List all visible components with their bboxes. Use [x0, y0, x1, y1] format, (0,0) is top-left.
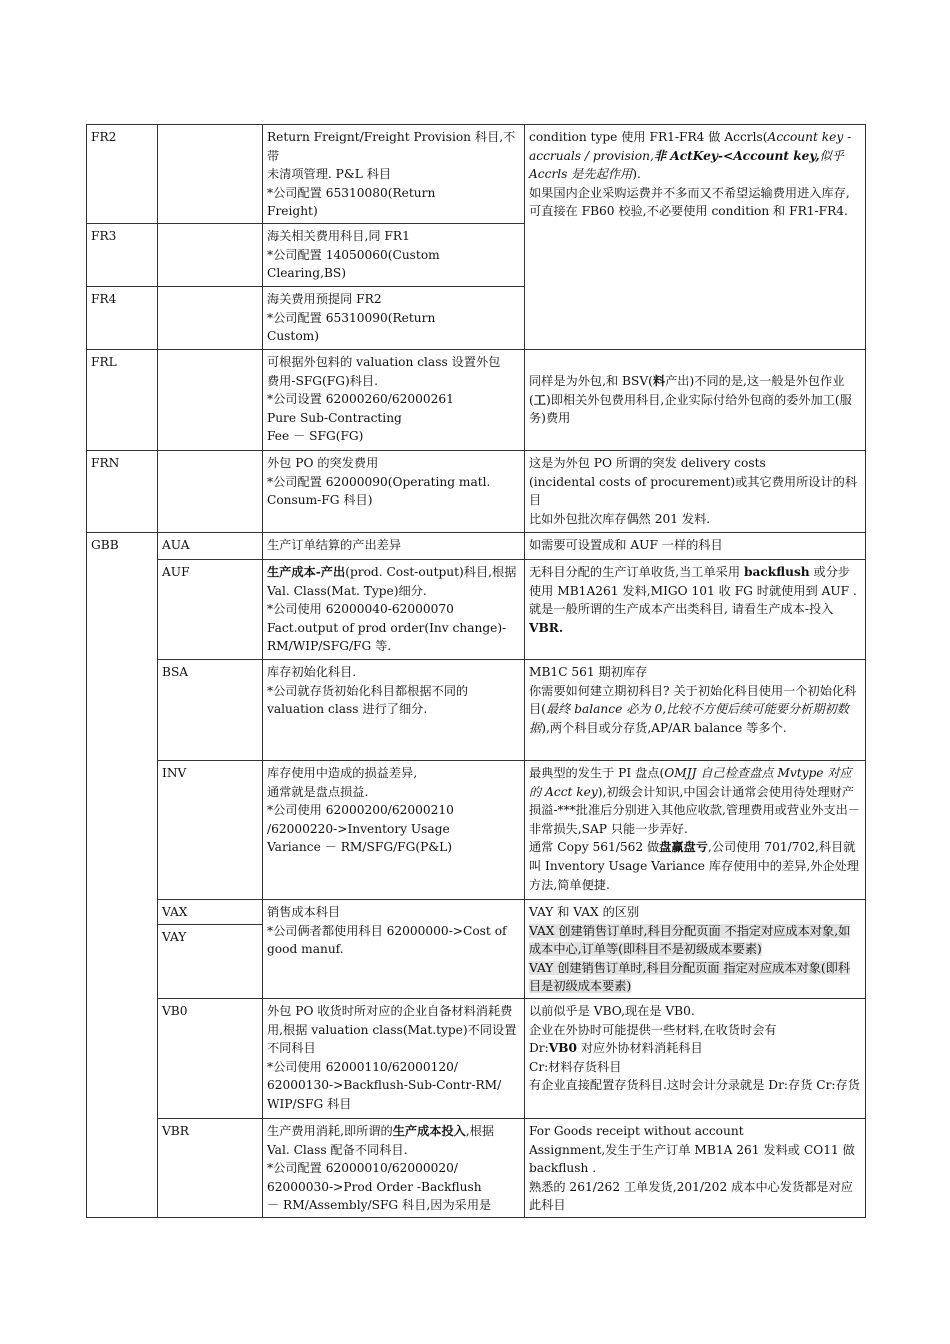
desc-line: RM/WIP/SFG/FG 等.: [267, 639, 392, 654]
table-row-frn: [87, 450, 866, 532]
fr-group-note-cell: [525, 125, 866, 350]
subkey-cell: VB0: [158, 998, 263, 1118]
desc-line: *公司就存货初始化科目都根据不同的: [267, 683, 469, 698]
note-line: 通常 Copy 561/562 做盘赢盘亏,公司使用 701/702,科目就叫 Inventory Usage Variance 库存使用中的差异,外企处理方法,简单便捷.: [529, 840, 859, 892]
note-line: 最典型的发生于 PI 盘点(OMJJ 自己检查盘点 Mvtype 对应的 Acct key),初级会计知识,中国会计通常会使用待处理财产损溢-***批准后分别进入其他应收款,管理费用或营业外支出－非常损失,SAP 只能一步弄好.: [529, 765, 860, 836]
note-line: MB1C 561 期初库存: [529, 664, 648, 679]
desc-cell: [263, 349, 525, 450]
desc-line: 外包 PO 收货时所对应的企业自备材料消耗费用,根据 valuation class(Mat.type)不同设置不同科目: [267, 1003, 517, 1056]
desc-line: 通常就是盘点损益.: [267, 784, 369, 799]
desc-line: Return Freignt/Freight Provision 科目,不带: [267, 130, 516, 163]
note-line: 你需要如何建立期初科目? 关于初始化科目使用一个初始化科目(最终 balance 必为 0,比较不方便后续可能要分析期初数据),两个科目或分存货,AP/AR balance 等多个.: [529, 683, 857, 735]
subkey-cell: [158, 450, 263, 532]
subkey-cell: VAX: [158, 899, 263, 924]
desc-line: *公司俩者都使用科目 62000000->Cost of: [267, 923, 507, 938]
highlighted-text: VAY 创建销售订单时,科目分配页面 指定对应成本对象(即科目是初级成本要素): [529, 960, 851, 994]
desc-cell: [263, 998, 525, 1118]
desc-cell: [263, 1118, 525, 1217]
desc-line: /62000220->Inventory Usage: [267, 821, 450, 836]
desc-line: 销售成本科目: [267, 904, 341, 919]
note-line: 熟悉的 261/262 工单发货,201/202 成本中心发货都是对应此科目: [529, 1179, 853, 1213]
desc-line: 可根据外包料的 valuation class 设置外包: [267, 354, 501, 369]
note-cell: [525, 760, 866, 899]
subkey-cell: AUF: [158, 559, 263, 659]
desc-line: － RM/Assembly/SFG 科目,因为采用是: [267, 1198, 492, 1213]
subkey-cell: [158, 125, 263, 224]
desc-cell: [263, 125, 525, 224]
note-cell: [525, 899, 866, 998]
group-key-cell: GBB: [87, 532, 158, 1217]
table-row-aua: [87, 532, 866, 559]
note-line: For Goods receipt without account: [529, 1123, 744, 1138]
subkey-cell: VAY: [158, 924, 263, 998]
note-line: Assignment,发生于生产订单 MB1A 261 发料或 CO11 做 backflush .: [529, 1142, 855, 1176]
desc-line: Fact.output of prod order(Inv change)-: [267, 620, 507, 635]
note-line: 比如外包批次库存偶然 201 发料.: [529, 511, 711, 526]
desc-line: *公司设置 62000260/62000261: [267, 392, 454, 407]
desc-cell: [263, 659, 525, 760]
table-row-inv: [87, 760, 866, 899]
note-cell: [525, 998, 866, 1118]
note-line: Cr:材料存货科目: [529, 1059, 622, 1074]
desc-line: 生产成本-产出(prod. Cost-output)科目,根据 Val. Class(Mat. Type)细分.: [267, 564, 517, 598]
note-cell: 如需要可设置成和 AUF 一样的科目: [525, 532, 866, 559]
desc-line: *公司配置 65310080(Return: [267, 185, 436, 200]
desc-line: Consum-FG 科目): [267, 493, 373, 508]
note-cell: [525, 450, 866, 532]
table-row-fr2: [87, 125, 866, 224]
key-cell: FR4: [87, 286, 158, 349]
desc-line: 库存初始化科目.: [267, 664, 357, 679]
note-line: 有企业直接配置存货科目.这时会计分录就是 Dr:存货 Cr:存货: [529, 1078, 860, 1093]
subkey-cell: AUA: [158, 532, 263, 559]
desc-line: *公司使用 62000110/62000120/: [267, 1059, 458, 1074]
desc-cell: [263, 760, 525, 899]
desc-cell: [263, 450, 525, 532]
desc-line: Clearing,BS): [267, 266, 347, 281]
desc-cell: [263, 899, 525, 998]
desc-line: 费用-SFG(FG)科目.: [267, 373, 378, 388]
key-cell: FR2: [87, 125, 158, 224]
subkey-cell: VBR: [158, 1118, 263, 1217]
table-row-vbr: [87, 1118, 866, 1217]
subkey-cell: [158, 286, 263, 349]
note-line: (incidental costs of procurement)或其它费用所设计的科目: [529, 474, 858, 508]
subkey-cell: [158, 349, 263, 450]
desc-line: 生产费用消耗,即所谓的生产成本投入,根据 Val. Class 配备不同科目.: [267, 1123, 495, 1157]
desc-line: *公司配置 14050060(Custom: [267, 247, 440, 262]
key-cell: FRN: [87, 450, 158, 532]
subkey-cell: BSA: [158, 659, 263, 760]
subkey-cell: INV: [158, 760, 263, 899]
note-cell: [525, 659, 866, 760]
fr-note-text-2: 如果国内企业采购运费并不多而又不希望运输费用进入库存,可直接在 FB60 校验,不必要使用 condition 和 FR1-FR4.: [529, 185, 850, 219]
note-cell: 同样是为外包,和 BSV(料产出)不同的是,这一般是外包作业(工)即相关外包费用科目,企业实际付给外包商的委外加工(服务)费用: [525, 349, 866, 450]
highlighted-text: VAX 创建销售订单时,科目分配页面 不指定对应成本对象,如成本中心,订单等(即科目不是初级成本要素): [529, 923, 851, 957]
desc-cell: [263, 286, 525, 349]
desc-line: 海关相关费用科目,同 FR1: [267, 228, 410, 243]
desc-line: *公司使用 62000200/62000210: [267, 803, 454, 818]
desc-line: Variance － RM/SFG/FG(P&L): [267, 840, 453, 855]
desc-cell: 生产订单结算的产出差异: [263, 532, 525, 559]
note-line: Dr:VB0 对应外协材料消耗科目: [529, 1041, 703, 1056]
desc-line: 未清项管理. P&L 科目: [267, 167, 392, 182]
desc-line: Pure Sub-Contracting: [267, 410, 402, 425]
key-cell: FRL: [87, 349, 158, 450]
desc-line: 62000030->Prod Order -Backflush: [267, 1179, 482, 1194]
key-cell: FR3: [87, 223, 158, 286]
desc-cell: [263, 559, 525, 659]
desc-line: good manuf.: [267, 942, 344, 957]
table-row-frl: [87, 349, 866, 450]
account-key-table: [86, 124, 866, 1218]
desc-line: valuation class 进行了细分.: [267, 702, 428, 717]
desc-line: 62000130->Backflush-Sub-Contr-RM/: [267, 1078, 502, 1093]
note-line: 以前似乎是 VBO,现在是 VB0.: [529, 1003, 695, 1018]
table-row-auf: [87, 559, 866, 659]
note-line: 就是一般所谓的生产成本产出类科目, 请看生产成本-投入 VBR.: [529, 602, 834, 635]
desc-line: *公司配置 62000090(Operating matl.: [267, 474, 491, 489]
table-row-bsa: [87, 659, 866, 760]
note-line: 企业在外协时可能提供一些材料,在收货时会有: [529, 1022, 777, 1037]
desc-line: WIP/SFG 科目: [267, 1096, 352, 1111]
table-row-vb0: [87, 998, 866, 1118]
desc-line: 海关费用预提同 FR2: [267, 291, 382, 306]
note-line: VAY 和 VAX 的区别: [529, 904, 640, 919]
note-line: 无科目分配的生产订单收货,当工单采用 backflush 或分步使用 MB1A261 发料,MIGO 101 收 FG 时就使用到 AUF .: [529, 564, 857, 598]
desc-line: Freight): [267, 204, 318, 219]
note-line: [529, 922, 861, 959]
note-line: [529, 959, 861, 996]
fr-note-text: condition type 使用 FR1-FR4 做 Accrls(Account key - accruals / provision,非 ActKey-<Account key,似乎 Accrls 是先起作用).: [529, 130, 852, 182]
desc-line: Custom): [267, 329, 319, 344]
desc-line: 外包 PO 的突发费用: [267, 455, 379, 470]
table-row-vax: [87, 899, 866, 924]
desc-line: 库存使用中造成的损益差异,: [267, 765, 418, 780]
desc-line: Fee － SFG(FG): [267, 429, 364, 444]
note-line: 这是为外包 PO 所谓的突发 delivery costs: [529, 455, 766, 470]
desc-cell: [263, 223, 525, 286]
note-cell: [525, 559, 866, 659]
desc-line: *公司配置 65310090(Return: [267, 310, 436, 325]
desc-line: *公司使用 62000040-62000070: [267, 602, 454, 617]
subkey-cell: [158, 223, 263, 286]
note-cell: [525, 1118, 866, 1217]
desc-line: *公司配置 62000010/62000020/: [267, 1161, 458, 1176]
